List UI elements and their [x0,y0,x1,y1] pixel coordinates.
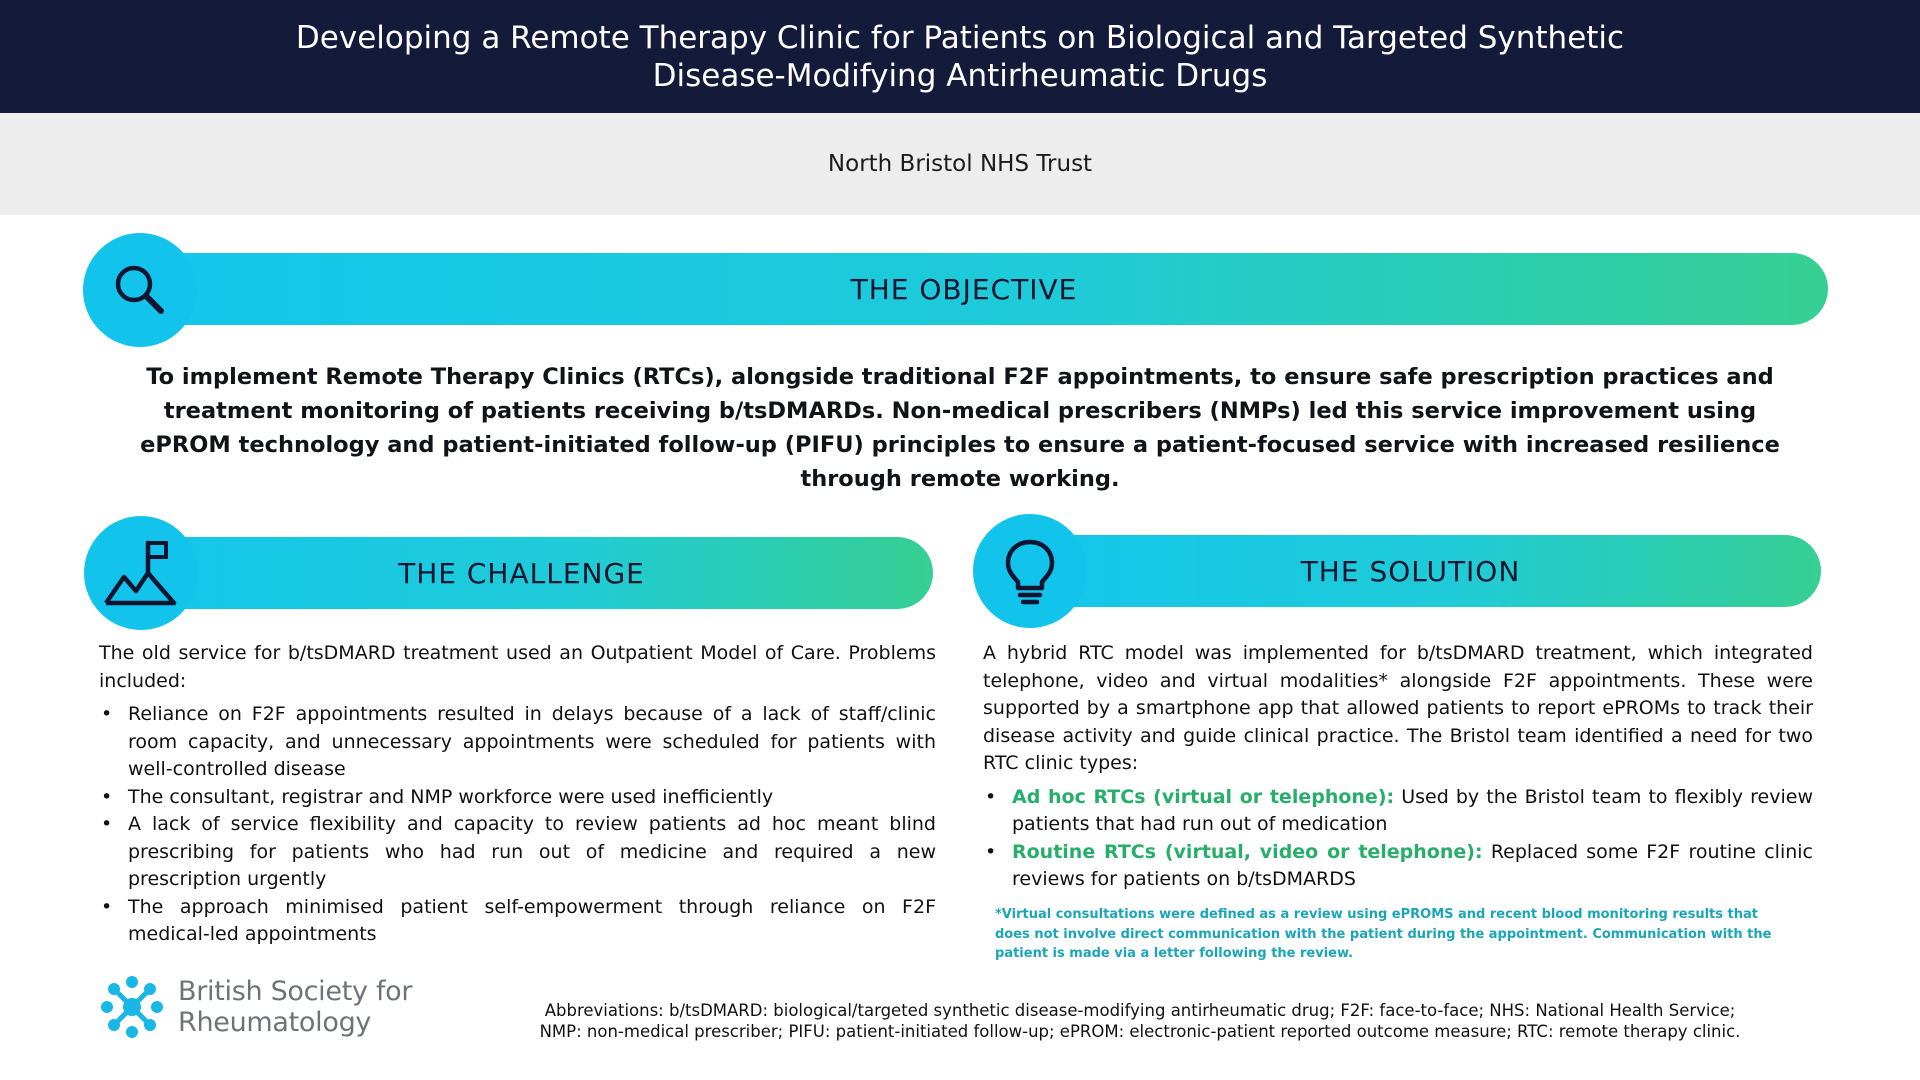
abbreviations-line-2: NMP: non-medical prescriber; PIFU: patient-initiated follow-up; ePROM: electronic-patient reported outcome measure; RTC: remote therapy clinic. [539,1022,1741,1041]
list-item: • The consultant, registrar and NMP workforce were used inefficiently [99,784,936,812]
list-item [983,839,1813,894]
solution-item-text: Used by the Bristol team to flexibly review patients that had run out of medication [1012,785,1813,835]
solution-item-text: Replaced some F2F routine clinic reviews for patients on b/tsDMARDS [1012,840,1813,890]
list-item: • Reliance on F2F appointments resulted in delays because of a lack of staff/clinic room capacity, and unnecessary appointments were scheduled for patients with well-controlled disease [99,701,936,784]
challenge-icon-circle [84,516,198,630]
list-item: • A lack of service flexibility and capacity to review patients ad hoc meant blind prescribing for patients who had run out of medicine and required a new prescription urgently [99,811,936,894]
list-item [983,784,1813,839]
solution-content [983,640,1813,894]
bsr-logo [100,972,430,1042]
objective-icon-circle [83,233,197,347]
mountain-flag-icon [102,537,180,609]
challenge-heading: THE CHALLENGE [398,556,645,590]
lightbulb-icon [1000,536,1060,606]
solution-icon-circle [973,514,1087,628]
abbreviations [440,1000,1840,1042]
magnifier-icon [110,260,170,320]
solution-heading: THE SOLUTION [1300,554,1521,588]
challenge-intro: The old service for b/tsDMARD treatment used an Outpatient Model of Care. Problems included: [99,642,936,692]
solution-list [983,784,1813,894]
logo-line-2: Rheumatology [178,1007,372,1038]
solution-footnote: *Virtual consultations were defined as a review using ePROMS and recent blood monitoring results that does not involve direct communication with the patient during the appointment. Communication with the patient is made via a letter following the review. [995,907,1772,961]
organisation-name: North Bristol NHS Trust [827,151,1093,177]
bsr-logo-icon [100,975,164,1039]
objective-heading: THE OBJECTIVE [850,272,1078,306]
challenge-content [99,640,936,949]
objective-banner [100,253,1828,325]
objective-text: To implement Remote Therapy Clinics (RTCs), alongside traditional F2F appointments, to ensure safe prescription practices and treatment monitoring of patients receiving b/tsDMARDs. Non-medical prescribers (NMPs) led this service improvement using ePROM technology and patient-initiated follow-up (PIFU) principles to ensure a patient-focused service with increased resilience through remote working. [140,364,1780,492]
poster-title [0,0,1920,113]
challenge-list [99,701,936,949]
solution-intro: A hybrid RTC model was implemented for b/tsDMARD treatment, which integrated telephone, video and virtual modalities* alongside F2F appointments. These were supported by a smartphone app that allowed patients to report ePROMs to track their disease activity and guide clinical practice. The Bristol team identified a need for two RTC clinic types: [983,642,1813,774]
list-item: • The approach minimised patient self-empowerment through reliance on F2F medical-led appointments [99,894,936,949]
solution-banner [1000,535,1821,607]
solution-item-label: Routine RTCs (virtual, video or telephone): [1012,840,1483,863]
challenge-banner [110,537,933,609]
title-line-2: Disease-Modifying Antirheumatic Drugs [652,57,1268,94]
abbreviations-line-1: Abbreviations: b/tsDMARD: biological/targeted synthetic disease-modifying antirheumatic drug; F2F: face-to-face; NHS: National Health Service; [544,1001,1736,1020]
bsr-logo-text [178,976,412,1038]
solution-item-label: Ad hoc RTCs (virtual or telephone): [1012,785,1395,808]
title-line-1: Developing a Remote Therapy Clinic for Patients on Biological and Targeted Synthetic [295,19,1625,56]
organisation-bar [0,113,1920,215]
logo-line-1: British Society for [178,976,413,1007]
